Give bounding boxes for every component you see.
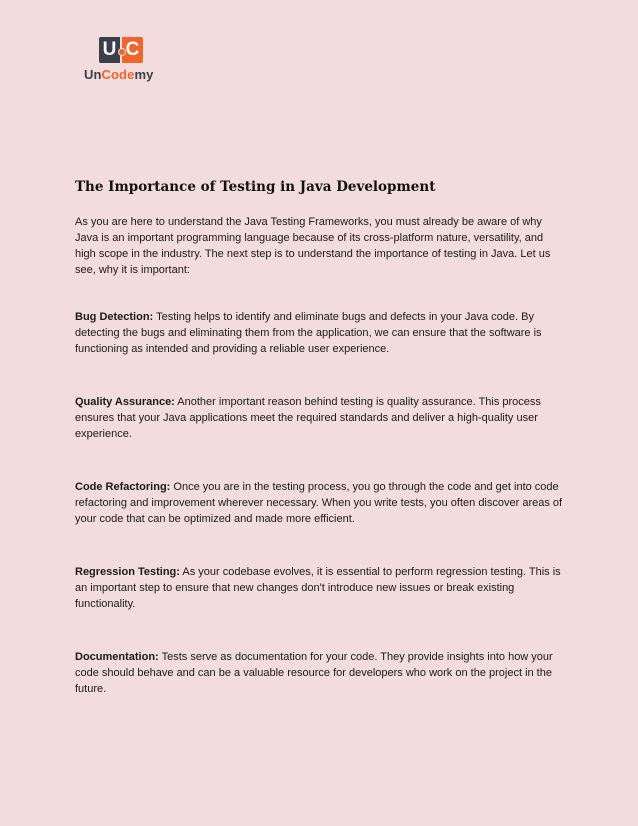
uncodemy-logo (84, 37, 164, 87)
point-regression-testing (75, 564, 565, 612)
point-heading: Documentation: (75, 651, 159, 663)
article (75, 177, 565, 697)
point-text: Testing helps to identify and eliminate bugs and defects in your Java code. By detecting the bugs and eliminating them from the application, we can ensure that the software is functioning as intended and providing a reliable user experience. (75, 311, 542, 355)
point-quality-assurance (75, 394, 565, 442)
logo-dot-icon (118, 48, 126, 56)
logo-mark (99, 37, 143, 63)
point-heading: Quality Assurance: (75, 396, 175, 408)
logo-wordmark (84, 67, 153, 83)
point-text: Another important reason behind testing is quality assurance. This process ensures that your Java applications meet the required standards and deliver a high-quality user experience. (75, 396, 541, 440)
logo-letter-u: U (99, 37, 120, 63)
point-code-refactoring (75, 479, 565, 527)
point-bug-detection (75, 309, 565, 357)
point-text: As your codebase evolves, it is essential to perform regression testing. This is an important step to ensure that new changes don't introduce new issues or break existing functionality. (75, 566, 561, 610)
point-text: Once you are in the testing process, you go through the code and get into code refactoring and improvement wherever necessary. When you write tests, you often discover areas of your code that can be optimized and made more efficient. (75, 481, 563, 525)
article-title: The Importance of Testing in Java Development (75, 179, 436, 195)
point-heading: Regression Testing: (75, 566, 180, 578)
logo-wordmark-un: Un (84, 67, 102, 82)
logo-wordmark-my: my (134, 67, 154, 82)
point-heading: Code Refactoring: (75, 481, 171, 493)
article-intro: As you are here to understand the Java Testing Frameworks, you must already be aware of why Java is an important programming language because of its cross-platform nature, versatility, and high scope in the industry. The next step is to understand the importance of testing in Java. Let us see, why it is important: (75, 216, 551, 276)
logo-letter-c: C (122, 37, 143, 63)
point-heading: Bug Detection: (75, 311, 154, 323)
point-text: Tests serve as documentation for your code. They provide insights into how your code should behave and can be a valuable resource for developers who work on the project in the future. (75, 651, 553, 695)
point-documentation (75, 649, 565, 697)
logo-wordmark-code: Code (101, 67, 135, 82)
